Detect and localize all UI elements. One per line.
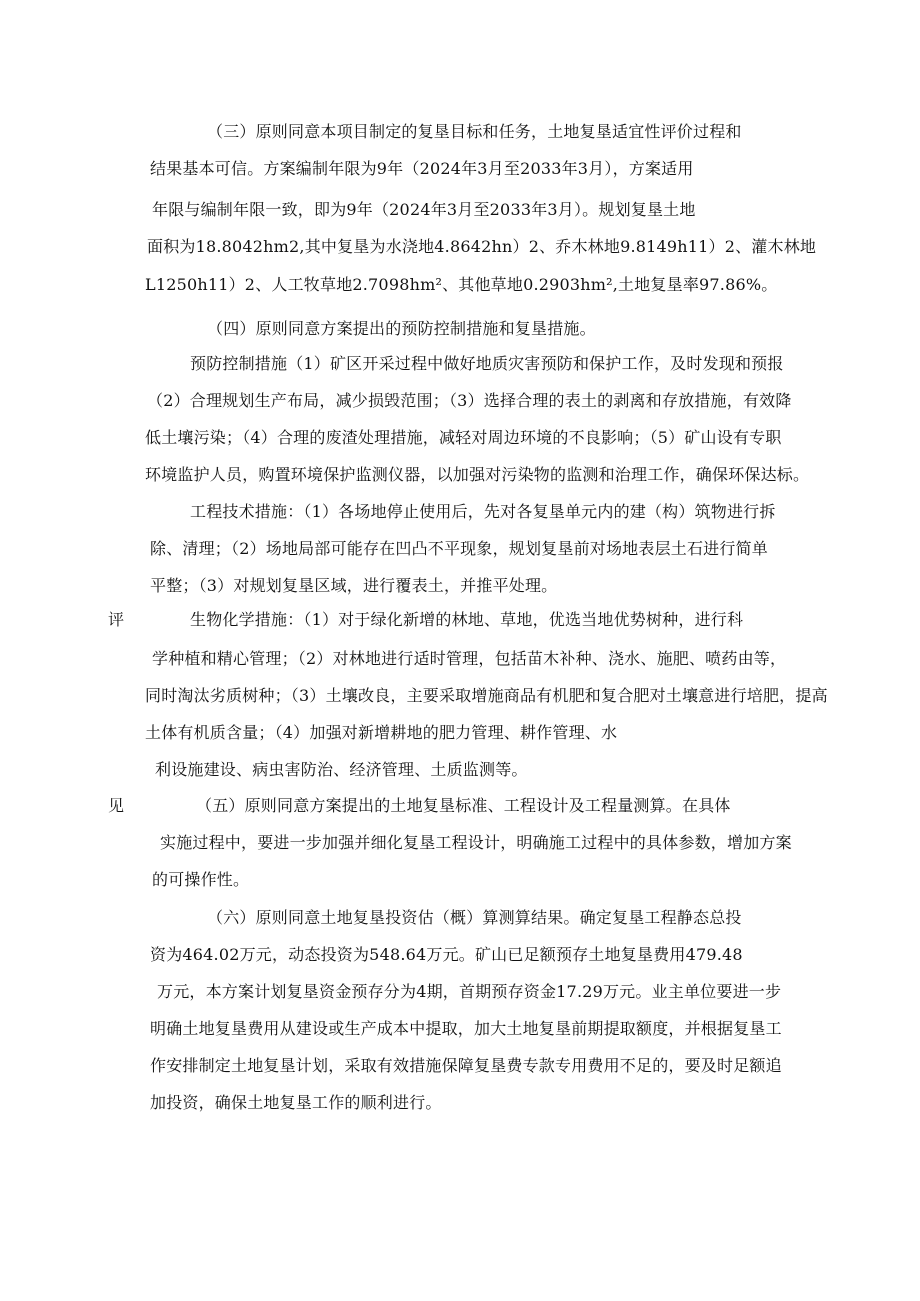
paragraph-5-line-2: 实施过程中，要进一步加强并细化复垦工程设计，明确施工过程中的具体参数，增加方案 <box>160 833 792 852</box>
biochem-line-3: 同时淘汰劣质树种；（3）土壤改良，主要采取增施商品有机肥和复合肥对土壤意进行培肥，提高 <box>145 686 828 705</box>
paragraph-6-line-6: 加投资，确保土地复垦工作的顺利进行。 <box>150 1093 442 1112</box>
paragraph-6-line-1: （六）原则同意土地复垦投资估（概）算测算结果。确定复垦工程静态总投 <box>207 908 742 927</box>
paragraph-5-line-3: 的可操作性。 <box>152 870 250 889</box>
paragraph-6-line-3: 万元，本方案计划复垦资金预存分为4期，首期预存资金17.29万元。业主单位要进一步 <box>157 982 782 1001</box>
margin-label-jian: 见 <box>108 796 125 815</box>
paragraph-3-line-3: 年限与编制年限一致，即为9年（2024年3月至2033年3月）。规划复垦土地 <box>152 200 696 219</box>
biochem-line-5: 利设施建设、病虫害防治、经济管理、土质监测等。 <box>155 760 528 779</box>
paragraph-5-line-1: （五）原则同意方案提出的土地复垦标准、工程设计及工程量测算。在具体 <box>196 796 731 815</box>
prevention-line-2: （2）合理规划生产布局，减少损毁范围；（3）选择合理的表土的剥离和存放措施，有效降 <box>147 391 792 410</box>
paragraph-3-line-5: L1250h11）2、人工牧草地2.7098hm²、其他草地0.2903hm²,土地复垦率97.86%。 <box>145 275 778 294</box>
paragraph-6-line-5: 作安排制定土地复垦计划，采取有效措施保障复垦费专款专用费用不足的，要及时足额追 <box>150 1056 782 1075</box>
biochem-line-1: 生物化学措施：（1）对于绿化新增的林地、草地，优选当地优势树种，进行科 <box>190 610 744 629</box>
prevention-line-3: 低土壤污染；（4）合理的废渣处理措施，减轻对周边环境的不良影响；（5）矿山设有专职 <box>145 428 782 447</box>
engineering-line-2: 除、清理；（2）场地局部可能存在凹凸不平现象，规划复垦前对场地表层土石进行简单 <box>150 539 768 558</box>
engineering-line-1: 工程技术措施：（1）各场地停止使用后，先对各复垦单元内的建（构）筑物进行拆 <box>190 502 776 521</box>
paragraph-6-line-2: 资为464.02万元，动态投资为548.64万元。矿山已足额预存土地复垦费用479.48 <box>150 945 743 964</box>
prevention-line-4: 环境监护人员，购置环境保护监测仪器，以加强对污染物的监测和治理工作，确保环保达标。 <box>145 465 810 484</box>
biochem-line-2: 学种植和精心管理；（2）对林地进行适时管理，包括苗木补种、浇水、施肥、喷药由等， <box>152 649 787 668</box>
paragraph-3-line-1: （三）原则同意本项目制定的复垦目标和任务，土地复垦适宜性评价过程和 <box>207 122 742 141</box>
paragraph-4-heading: （四）原则同意方案提出的预防控制措施和复垦措施。 <box>207 319 596 338</box>
biochem-line-4: 土体有机质含量；（4）加强对新增耕地的肥力管理、耕作管理、水 <box>145 723 618 742</box>
paragraph-3-line-4: 面积为18.8042hm2,其中复垦为水浇地4.8642hn）2、乔木林地9.8149h11）2、灌木林地 <box>147 237 817 256</box>
paragraph-3-line-2: 结果基本可信。方案编制年限为9年（2024年3月至2033年3月），方案适用 <box>150 159 694 178</box>
margin-label-ping: 评 <box>108 610 125 629</box>
engineering-line-3: 平整；（3）对规划复垦区域，进行覆表土，并推平处理。 <box>150 576 558 595</box>
prevention-line-1: 预防控制措施（1）矿区开采过程中做好地质灾害预防和保护工作，及时发现和预报 <box>190 354 784 373</box>
paragraph-6-line-4: 明确土地复垦费用从建设或生产成本中提取，加大土地复垦前期提取额度，并根据复垦工 <box>150 1019 782 1038</box>
